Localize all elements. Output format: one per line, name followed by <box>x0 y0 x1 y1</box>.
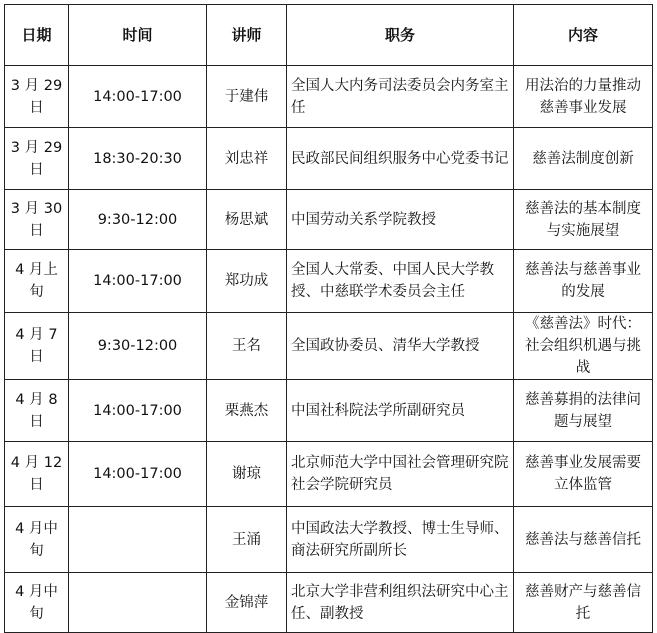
content-cell: 慈善法与慈善事业的发展 <box>514 250 653 313</box>
table-row <box>5 190 653 250</box>
content-cell: 《慈善法》时代：社会组织机遇与挑战 <box>514 313 653 380</box>
position-cell: 全国人大常委、中国人民大学教授、中慈联学术委员会主任 <box>287 250 514 313</box>
date-cell: 3 月 29 日 <box>5 66 69 128</box>
position-cell: 中国社科院法学所副研究员 <box>287 380 514 442</box>
table-row <box>5 66 653 128</box>
content-cell: 慈善事业发展需要立体监管 <box>514 442 653 507</box>
table-row <box>5 442 653 507</box>
position-cell: 中国政法大学教授、博士生导师、商法研究所副所长 <box>287 507 514 573</box>
content-cell: 慈善法制度创新 <box>514 128 653 190</box>
date-cell: 3 月 29 日 <box>5 128 69 190</box>
time-cell: 14:00-17:00 <box>69 66 207 128</box>
header-row <box>5 5 653 66</box>
header-lecturer: 讲师 <box>207 5 287 66</box>
lecturer-cell: 金锦萍 <box>207 573 287 633</box>
position-cell: 民政部民间组织服务中心党委书记 <box>287 128 514 190</box>
date-cell: 4 月中旬 <box>5 573 69 633</box>
time-cell: 9:30-12:00 <box>69 313 207 380</box>
table-row <box>5 380 653 442</box>
lecturer-cell: 郑功成 <box>207 250 287 313</box>
table-row <box>5 573 653 633</box>
time-cell: 14:00-17:00 <box>69 442 207 507</box>
time-cell <box>69 573 207 633</box>
header-position: 职务 <box>287 5 514 66</box>
content-cell: 用法治的力量推动慈善事业发展 <box>514 66 653 128</box>
date-cell: 3 月 30 日 <box>5 190 69 250</box>
date-cell: 4 月 7 日 <box>5 313 69 380</box>
lecturer-cell: 王名 <box>207 313 287 380</box>
header-content: 内容 <box>514 5 653 66</box>
time-cell: 18:30-20:30 <box>69 128 207 190</box>
time-cell: 14:00-17:00 <box>69 380 207 442</box>
lecturer-cell: 王涌 <box>207 507 287 573</box>
time-cell: 14:00-17:00 <box>69 250 207 313</box>
lecturer-cell: 于建伟 <box>207 66 287 128</box>
lecture-schedule-table <box>4 4 653 633</box>
lecturer-cell: 谢琼 <box>207 442 287 507</box>
position-cell: 全国人大内务司法委员会内务室主任 <box>287 66 514 128</box>
header-date: 日期 <box>5 5 69 66</box>
header-time: 时间 <box>69 5 207 66</box>
time-cell <box>69 507 207 573</box>
date-cell: 4 月上旬 <box>5 250 69 313</box>
time-cell: 9:30-12:00 <box>69 190 207 250</box>
date-cell: 4 月 8 日 <box>5 380 69 442</box>
content-cell: 慈善法的基本制度与实施展望 <box>514 190 653 250</box>
content-cell: 慈善募捐的法律问题与展望 <box>514 380 653 442</box>
table-row <box>5 250 653 313</box>
lecturer-cell: 刘忠祥 <box>207 128 287 190</box>
table-row <box>5 313 653 380</box>
position-cell: 全国政协委员、清华大学教授 <box>287 313 514 380</box>
position-cell: 中国劳动关系学院教授 <box>287 190 514 250</box>
date-cell: 4 月中旬 <box>5 507 69 573</box>
position-cell: 北京大学非营利组织法研究中心主任、副教授 <box>287 573 514 633</box>
lecturer-cell: 栗燕杰 <box>207 380 287 442</box>
position-cell: 北京师范大学中国社会管理研究院 社会学院研究员 <box>287 442 514 507</box>
content-cell: 慈善法与慈善信托 <box>514 507 653 573</box>
lecturer-cell: 杨思斌 <box>207 190 287 250</box>
table-row <box>5 507 653 573</box>
date-cell: 4 月 12 日 <box>5 442 69 507</box>
content-cell: 慈善财产与慈善信托 <box>514 573 653 633</box>
table-row <box>5 128 653 190</box>
